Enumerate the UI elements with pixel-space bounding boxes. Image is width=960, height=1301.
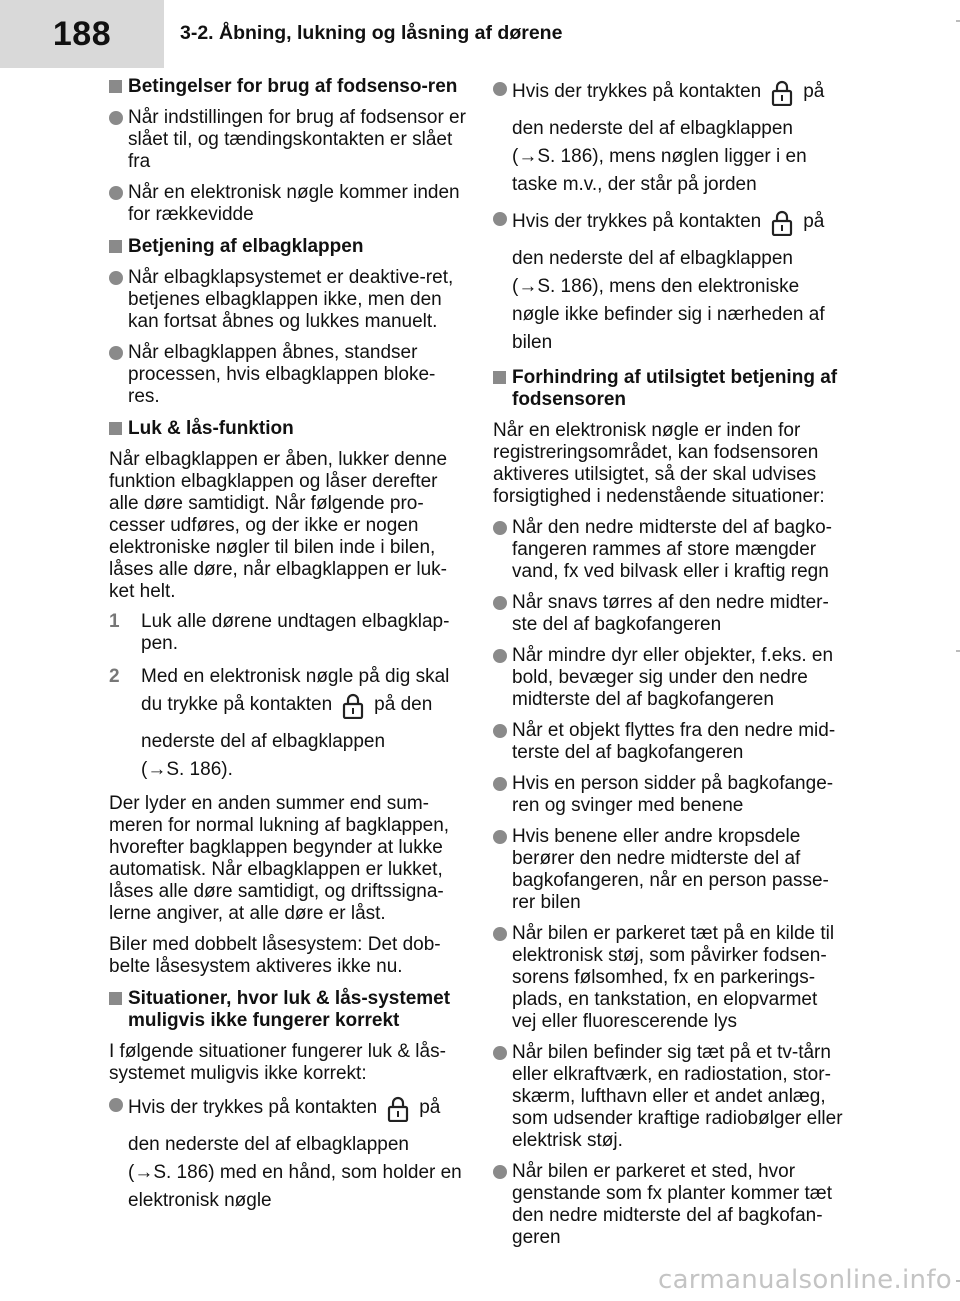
list-item: Når indstillingen for brug af fodsensor er slået til, og tændingskontakten er slået fra — [109, 107, 467, 173]
circle-bullet-icon — [109, 1098, 123, 1112]
right-column — [493, 66, 845, 1249]
page-header — [0, 0, 960, 70]
reference-arrow: → — [518, 276, 538, 297]
chapter-title: 3-2. Åbning, lukning og låsning af dørene — [180, 22, 563, 44]
square-bullet-icon — [493, 371, 506, 384]
list-item: Når den nedre midterste del af bagko-fangeren rammes af store mængder vand, fx ved bilvask eller i kraftig regn — [493, 517, 845, 583]
square-bullet-icon — [109, 992, 122, 1005]
paragraph: Biler med dobbelt låsesystem: Det dob-belte låsesystem aktiveres ikke nu. — [109, 934, 441, 977]
crop-mark — [956, 20, 960, 22]
section-heading: Betingelser for brug af fodsenso-ren — [109, 76, 467, 98]
circle-bullet-icon — [493, 596, 507, 610]
circle-bullet-icon — [109, 346, 123, 360]
circle-bullet-icon — [493, 777, 507, 791]
padlock-icon — [342, 693, 364, 728]
circle-bullet-icon — [493, 212, 507, 226]
circle-bullet-icon — [109, 271, 123, 285]
reference-arrow: → — [518, 146, 538, 167]
watermark: carmanualsonline.info — [657, 1265, 952, 1295]
left-column — [109, 66, 467, 1215]
section-heading: Betjening af elbagklappen — [109, 236, 467, 258]
circle-bullet-icon — [493, 1165, 507, 1179]
step-number: 2 — [109, 666, 120, 687]
crop-mark — [956, 1280, 960, 1282]
circle-bullet-icon — [493, 830, 507, 844]
list-item: Hvis der trykkes på kontakten på den nederste del af elbagklappen (→S. 186), mens den elektroniske nøgle ikke befinder sig i nærheden af bilen — [493, 208, 845, 357]
paragraph: Der lyder en anden summer end sum-meren for normal lukning af bagklappen, hvorefter bagklappen begynder at lukke automatisk. Når elbagklappen er lukket, låses alle døre samtidigt, og driftssigna-lerne angiver, at alle døre er låst. — [109, 793, 450, 924]
list-item: Når bilen er parkeret tæt på en kilde til elektronisk støj, som påvirker fodsen-sorens følsomhed, fx en parkerings-plads, en tankstation, en elopvarmet vej eller fluorescerende lys — [493, 923, 845, 1033]
section-heading: Forhindring af utilsigtet betjening af fodsensoren — [493, 367, 845, 411]
paragraph: Når en elektronisk nøgle er inden for registreringsområdet, kan fodsensoren aktiveres utilsigtet, så der skal udvises forsigtighed i nedenstående situationer: — [493, 420, 825, 507]
list-item: Hvis en person sidder på bagkofange-ren og svinger med benene — [493, 773, 845, 817]
reference-arrow: → — [147, 759, 167, 780]
square-bullet-icon — [109, 422, 122, 435]
list-item: Når elbagklappen åbnes, standser processen, hvis elbagklappen bloke-res. — [109, 342, 467, 408]
crop-mark — [956, 650, 960, 652]
list-item: Når bilen er parkeret et sted, hvor genstande som fx planter kommer tæt den nedre midterste del af bagkofan-geren — [493, 1161, 845, 1249]
square-bullet-icon — [109, 80, 122, 93]
padlock-icon — [387, 1096, 409, 1131]
circle-bullet-icon — [493, 724, 507, 738]
section-heading: Situationer, hvor luk & lås-systemet muligvis ikke fungerer korrekt — [109, 988, 467, 1032]
list-item: Hvis benene eller andre kropsdele berører den nedre midterste del af bagkofangeren, når en person passe-rer bilen — [493, 826, 845, 914]
padlock-icon — [771, 80, 793, 115]
list-item: Når bilen befinder sig tæt på et tv-tårn eller elkraftværk, en radiostation, stor-skærm, lufthavn eller et andet anlæg, som udsender kraftige radiobølger eller elektrisk støj. — [493, 1042, 845, 1152]
reference-arrow: → — [134, 1162, 154, 1183]
list-item: Når en elektronisk nøgle kommer inden for rækkevidde — [109, 182, 467, 226]
list-item: Når mindre dyr eller objekter, f.eks. en bold, bevæger sig under den nedre midterste del af bagkofangeren — [493, 645, 845, 711]
paragraph: I følgende situationer fungerer luk & lås-systemet muligvis ikke korrekt: — [109, 1041, 446, 1084]
paragraph: Når elbagklappen er åben, lukker denne funktion elbagklappen og låser derefter alle døre samtidigt. Når følgende pro-cesser udføres, og der ikke er nogen elektroniske nøgler til bilen inde i bilen, låses alle døre, når elbagklappen er luk-ket helt. — [109, 449, 448, 602]
page-number: 188 — [0, 0, 164, 68]
square-bullet-icon — [109, 240, 122, 253]
step-item: 2 Med en elektronisk nøgle på dig skal du trykke på kontakten på den nederste del af elbagklappen (→S. 186). — [109, 663, 467, 784]
circle-bullet-icon — [493, 927, 507, 941]
step-number: 1 — [109, 611, 120, 632]
section-heading: Luk & lås-funktion — [109, 418, 467, 440]
list-item: Når elbagklapsystemet er deaktive-ret, betjenes elbagklappen ikke, men den kan fortsat åbnes og lukkes manuelt. — [109, 267, 467, 333]
circle-bullet-icon — [493, 521, 507, 535]
list-item: Når snavs tørres af den nedre midter-ste del af bagkofangeren — [493, 592, 845, 636]
circle-bullet-icon — [109, 111, 123, 125]
padlock-icon — [771, 210, 793, 245]
circle-bullet-icon — [493, 649, 507, 663]
list-item: Når et objekt flyttes fra den nedre mid-terste del af bagkofangeren — [493, 720, 845, 764]
step-item: 1 Luk alle dørene undtagen elbagklap-pen. — [109, 611, 450, 654]
circle-bullet-icon — [109, 186, 123, 200]
circle-bullet-icon — [493, 1046, 507, 1060]
list-item: Hvis der trykkes på kontakten på den nederste del af elbagklappen (→S. 186) med en hånd, som holder en elektronisk nøgle — [109, 1094, 467, 1215]
circle-bullet-icon — [493, 82, 507, 96]
list-item: Hvis der trykkes på kontakten på den nederste del af elbagklappen (→S. 186), mens nøglen ligger i en taske m.v., der står på jorden — [493, 78, 845, 199]
